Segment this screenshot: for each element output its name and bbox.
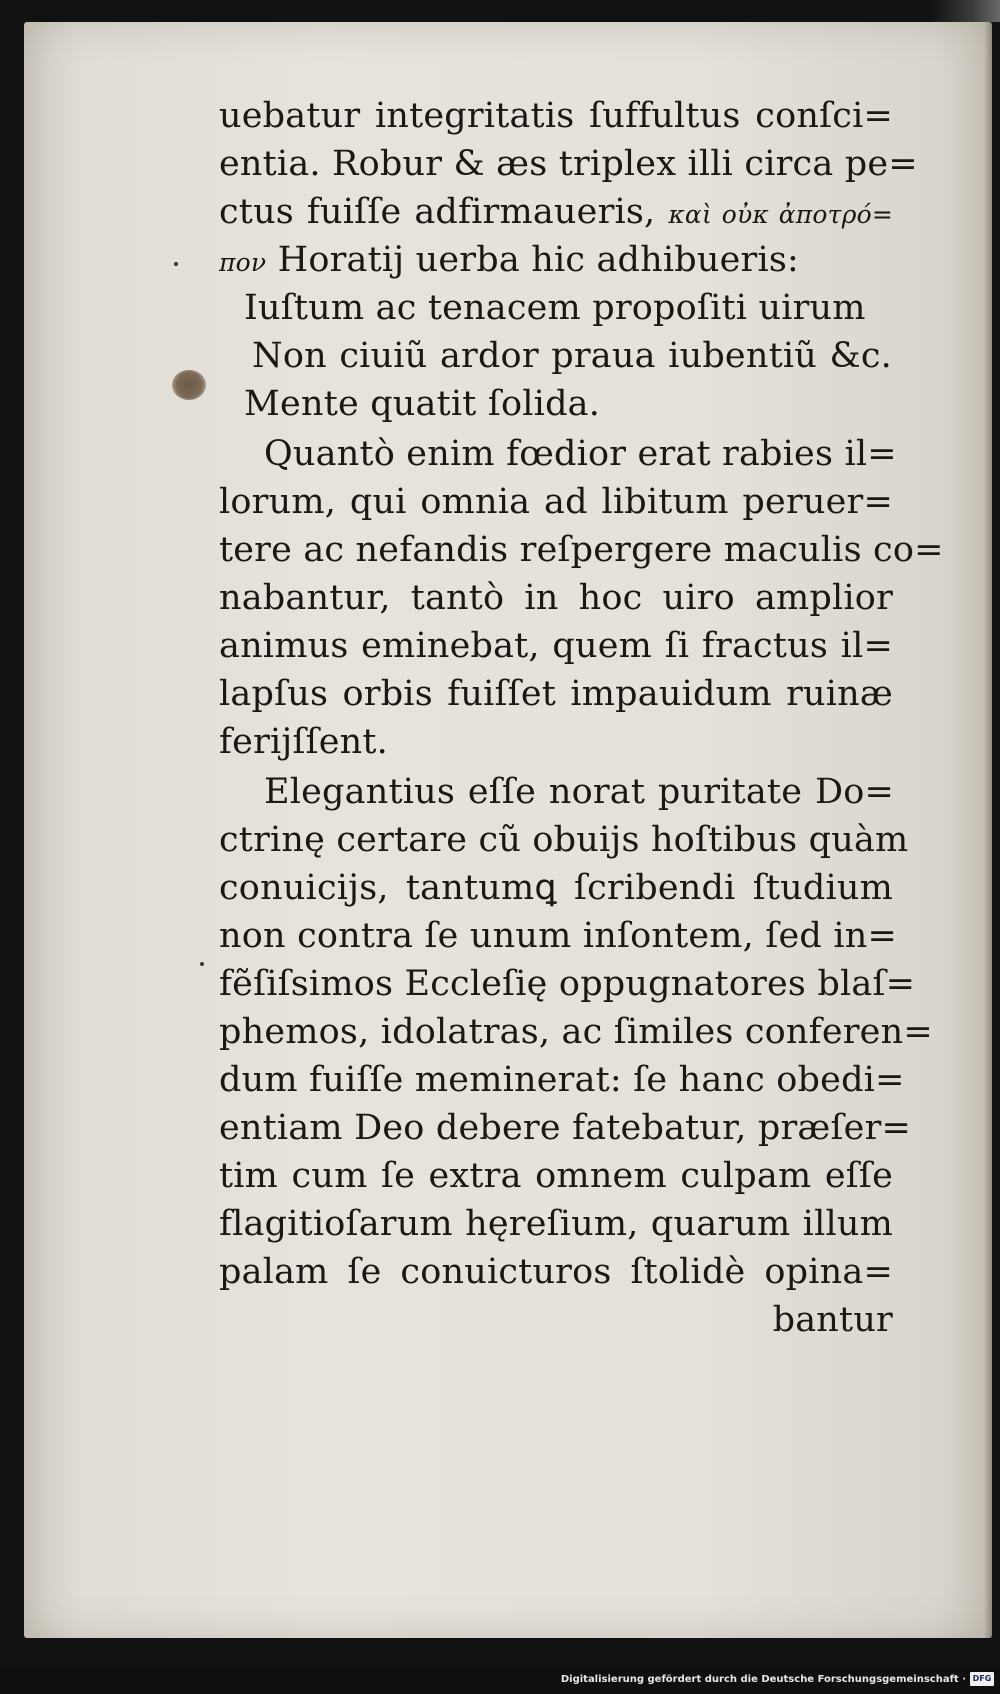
text-line-18: non contra ſe unum inſontem, ſed in=	[219, 916, 897, 956]
verse-line-1: Iuſtum ac tenacem propoſiti uirum	[244, 288, 866, 328]
text-line-16: ctrinę certare cũ obuijs hoſtibus quàm	[219, 820, 909, 860]
text-line-1: uebatur integritatis ſuffultus conſci=	[219, 96, 893, 136]
text-line-2: entia. Robur & æs triplex illi circa pe=	[219, 144, 918, 184]
verse-line-3: Mente quatit ſolida.	[244, 384, 601, 424]
text-line-22: entiam Deo debere fatebatur, præſer=	[219, 1108, 912, 1148]
page-text	[24, 22, 992, 1638]
text-line-4: πον Horatij uerba hic adhibueris:	[219, 240, 800, 280]
text-line-11: nabantur, tantò in hoc uiro amplior	[219, 578, 893, 618]
scan-corner-strip	[930, 0, 1000, 22]
text-line-13: lapſus orbis fuiſſet impauidum ruinæ	[219, 674, 893, 714]
text-line-14: ferijſſent.	[219, 722, 388, 762]
text-line-10: tere ac nefandis reſpergere maculis co=	[219, 530, 944, 570]
text-line-17: conuicijs, tantumꝗ ſcribendi ſtudium	[219, 868, 893, 908]
greek-phrase-cont: πον	[219, 248, 267, 277]
verse-line-2: Non ciuiũ ardor praua iubentiũ &c.	[252, 336, 892, 376]
text-line-12: animus eminebat, quem ſi fractus il=	[219, 626, 893, 666]
text-line-21: dum fuiſſe meminerat: ſe hanc obedi=	[219, 1060, 905, 1100]
text-line-15: Elegantius eſſe norat puritate Do=	[264, 772, 894, 812]
dfg-logo: DFG	[970, 1672, 994, 1686]
digitization-credit: Digitalisierung gefördert durch die Deutsche Forschungsgemeinschaft ·	[560, 1674, 966, 1685]
text-line-8: Quantò enim fœdior erat rabies il=	[264, 434, 897, 474]
text-line-23: tim cum ſe extra omnem culpam eſſe	[219, 1156, 893, 1196]
book-page	[24, 22, 992, 1638]
catchword: bantur	[772, 1300, 893, 1340]
text-line-25: palam ſe conuicturos ſtolidè opina=	[219, 1252, 893, 1292]
text-line-3: ctus fuiſſe adfirmaueris, καὶ οὐκ ἀποτρό=	[219, 192, 893, 232]
text-line-9: lorum, qui omnia ad libitum peruer=	[219, 482, 893, 522]
text-line-19: fẽſiſsimos Eccleſię oppugnatores blaſ=	[219, 964, 916, 1004]
text-line-24: flagitioſarum hęreſium, quarum illum	[219, 1204, 893, 1244]
greek-phrase: καὶ οὐκ ἀποτρό=	[668, 200, 893, 229]
text-line-20: phemos, idolatras, ac ſimiles conferen=	[219, 1012, 933, 1052]
